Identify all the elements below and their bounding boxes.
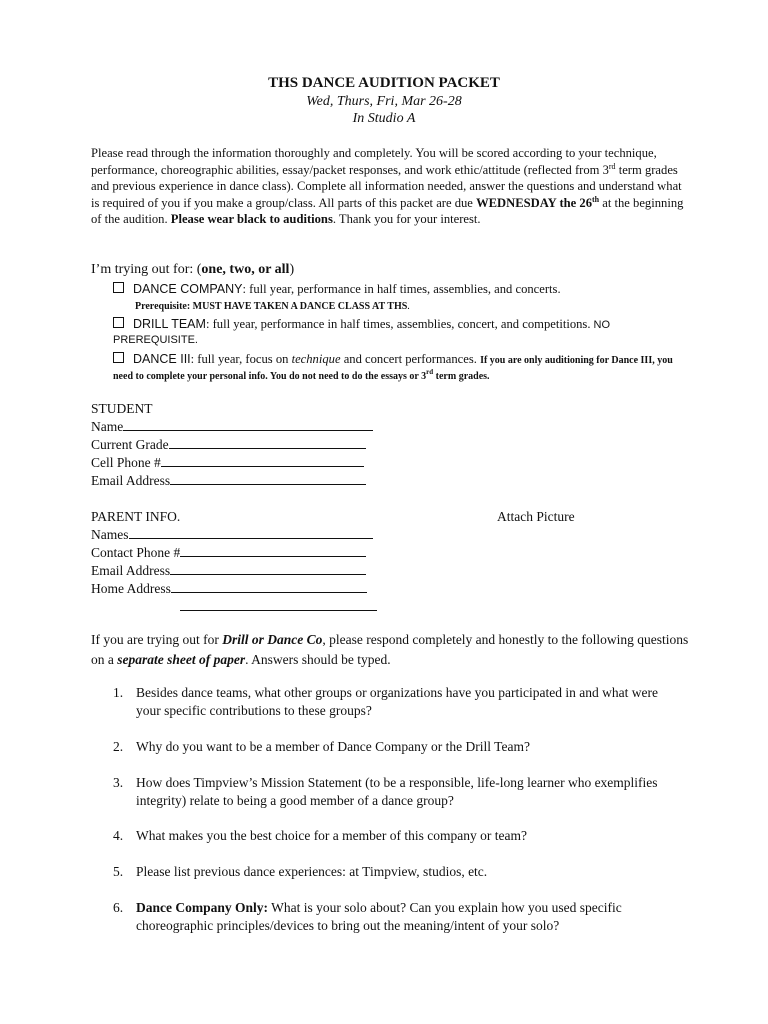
essay-instructions — [91, 630, 691, 670]
prereq-end: . — [407, 301, 410, 312]
dance-three-label: DANCE III — [133, 352, 191, 366]
dance-three-checkbox[interactable] — [113, 352, 124, 363]
intro-text-2: term grades and previous experience in dance class). Complete all information needed, answer the questions and understand what is required of you if you make a group/class. All parts of this packet are due — [91, 162, 682, 210]
parent-address-label: Home Address — [91, 581, 171, 596]
student-name-field[interactable] — [123, 418, 373, 431]
essay-text-c: , please respond completely and honestly to the following questions on a — [91, 632, 689, 667]
question-5 — [113, 863, 673, 881]
intro-text-4: . Thank you for your interest. — [332, 212, 481, 226]
parent-names-row — [91, 526, 373, 544]
question-text: What makes you the best choice for a member of this company or team? — [136, 828, 527, 843]
tryout-prefix: I’m trying out for: ( — [91, 262, 202, 277]
parent-email-row — [91, 562, 366, 580]
question-4 — [113, 827, 673, 845]
dance-three-desc-b: and concert performances. — [340, 352, 481, 366]
tryout-suffix: ) — [289, 262, 295, 277]
option-dance-three — [113, 352, 683, 384]
separate-sheet: separate sheet of paper — [117, 652, 246, 667]
drill-team-checkbox[interactable] — [113, 317, 124, 328]
dance-company-checkbox[interactable] — [113, 282, 124, 293]
parent-phone-row — [91, 544, 366, 562]
parent-address-field-2[interactable] — [180, 598, 377, 611]
wear-black-note: Please wear black to auditions — [170, 212, 333, 226]
student-email-label: Email Address — [91, 473, 171, 488]
student-grade-label: Current Grade — [91, 437, 169, 452]
due-sup-th: th — [592, 194, 600, 204]
dance-company-only: Dance Company Only: — [136, 900, 269, 915]
student-email-field[interactable] — [170, 472, 366, 485]
parent-address-field[interactable] — [171, 580, 367, 593]
student-phone-field[interactable] — [161, 454, 364, 467]
dance-three-technique: technique — [291, 352, 341, 366]
option-dance-company — [113, 282, 683, 314]
student-phone-label: Cell Phone # — [91, 455, 161, 470]
question-2 — [113, 738, 673, 756]
question-text: Please list previous dance experiences: at Timpview, studios, etc. — [136, 864, 488, 879]
drill-dance-co: Drill or Dance Co — [222, 632, 323, 647]
question-3 — [113, 774, 673, 810]
student-name-label: Name — [91, 419, 124, 434]
essay-text-e: . Answers should be typed. — [245, 652, 391, 667]
option-drill-team — [113, 317, 683, 347]
parent-address-row — [91, 580, 367, 598]
audition-location: In Studio A — [352, 111, 416, 126]
parent-email-field[interactable] — [170, 562, 366, 575]
dance-three-note-end: term grades. — [433, 371, 490, 382]
student-phone-row — [91, 454, 364, 472]
question-number: 4. — [113, 828, 124, 843]
dance-three-desc-a: : full year, focus on — [190, 352, 292, 366]
tryout-choice: one, two, or all — [201, 262, 290, 277]
parent-address-row-2 — [180, 598, 377, 616]
question-text — [113, 899, 673, 935]
question-text: How does Timpview’s Mission Statement (to be a responsible, life-long learner who exemplifies integrity) relate to being a good member of a dance group? — [136, 775, 658, 808]
prereq-label: Prerequisite: — [135, 301, 191, 312]
question-number: 3. — [113, 775, 124, 790]
parent-email-label: Email Address — [91, 563, 171, 578]
drill-team-desc: : full year, performance in half times, assemblies, concert, and competitions. — [205, 317, 591, 331]
question-6 — [113, 899, 673, 935]
question-number: 6. — [113, 900, 124, 915]
student-grade-row — [91, 436, 366, 454]
student-name-row — [91, 418, 373, 436]
parent-heading: PARENT INFO. — [91, 509, 181, 524]
dance-company-label: DANCE COMPANY — [133, 282, 243, 296]
parent-names-field[interactable] — [129, 526, 373, 539]
document-title: THS DANCE AUDITION PACKET — [268, 75, 500, 91]
parent-phone-label: Contact Phone # — [91, 545, 181, 560]
parent-names-label: Names — [91, 527, 129, 542]
dance-three-note-sup: rd — [426, 367, 434, 376]
dance-company-desc: : full year, performance in half times, assemblies, and concerts. — [242, 282, 561, 296]
student-email-row — [91, 472, 366, 490]
tryout-line — [91, 262, 294, 278]
student-heading: STUDENT — [91, 401, 153, 416]
intro-sup-rd: rd — [608, 161, 616, 171]
question-number: 2. — [113, 739, 124, 754]
intro-paragraph — [91, 145, 691, 228]
due-date: WEDNESDAY the 26 — [476, 195, 592, 210]
question-1 — [113, 684, 673, 720]
dance-three-note: If you are only auditioning for Dance III, you need to complete your personal info. You do not need to do the essays or 3 — [113, 355, 673, 382]
drill-team-no-prereq: NO PREREQUISITE. — [113, 319, 611, 346]
question-text: Besides dance teams, what other groups or organizations have you participated in and what were your specific contributions to these groups? — [136, 685, 658, 718]
question-number: 1. — [113, 685, 124, 700]
question-text: Why do you want to be a member of Dance Company or the Drill Team? — [136, 739, 530, 754]
drill-team-label: DRILL TEAM — [133, 317, 206, 331]
attach-picture-label: Attach Picture — [497, 509, 575, 524]
question-number: 5. — [113, 864, 124, 879]
parent-phone-field[interactable] — [180, 544, 366, 557]
audition-dates: Wed, Thurs, Fri, Mar 26-28 — [306, 94, 462, 109]
intro-text-3: at the beginning of the audition. — [91, 195, 684, 226]
essay-text-a: If you are trying out for — [91, 632, 223, 647]
question-6-text: What is your solo about? Can you explain how you used specific choreographic principles/devices to bring out the meaning/intent of your solo? — [136, 900, 622, 933]
intro-text-1: Please read through the information thoroughly and completely. You will be scored according to your technique, performance, choreographic abilities, essay/packet responses, and work ethic/attitude (reflected from 3 — [91, 146, 657, 177]
prereq-text: MUST HAVE TAKEN A DANCE CLASS AT THS — [190, 301, 408, 312]
student-grade-field[interactable] — [169, 436, 366, 449]
